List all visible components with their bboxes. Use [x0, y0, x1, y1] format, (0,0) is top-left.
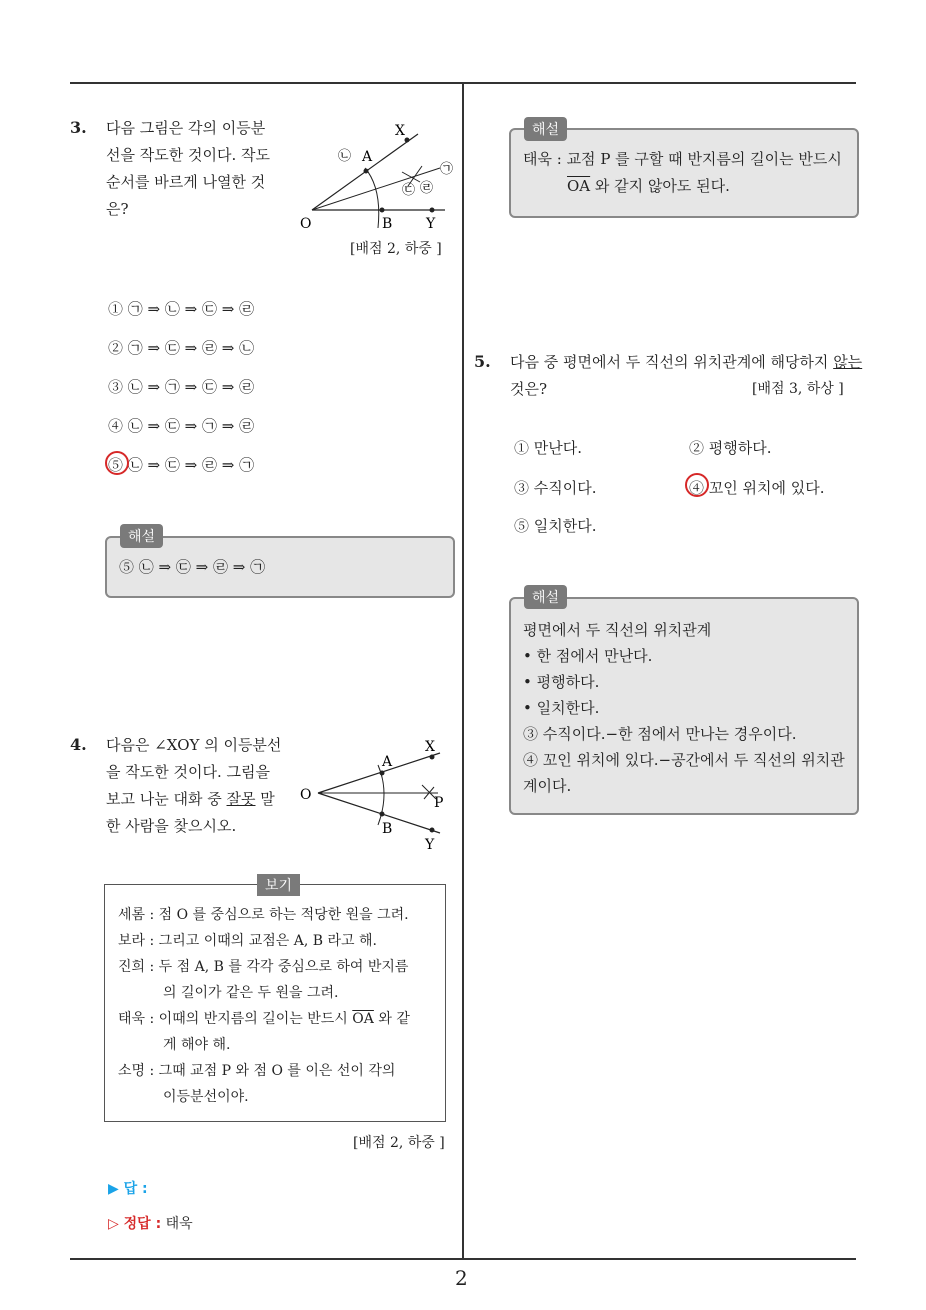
q3-explain-tag: 해설: [120, 524, 163, 548]
q4-text-line: 다음은 ∠XOY 의 이등분선: [106, 736, 282, 754]
q3-number: 3.: [70, 118, 87, 137]
q4-bogi-text: 이때의 반지름의 길이는 반드시: [158, 1011, 353, 1027]
q4-explain-box: [509, 128, 859, 218]
q4-explain-text: [523, 146, 842, 200]
q5-score: [배점 3, 하상 ]: [752, 381, 844, 397]
q4-bogi-text: 와 같: [373, 1011, 410, 1027]
q5-explain-line: • 평행하다.: [523, 673, 600, 691]
q3-choice-4[interactable]: ④ ㉡ ⇒ ㉢ ⇒ ㉠ ⇒ ㉣: [108, 417, 255, 435]
q3-figure: [290, 118, 460, 233]
q5-choice-4[interactable]: ④ 꼬인 위치에 있다.: [689, 479, 825, 497]
q5-number: 5.: [474, 352, 491, 371]
q4-text-underline: 잘못: [226, 790, 256, 808]
q3-choice-2[interactable]: ② ㉠ ⇒ ㉢ ⇒ ㉣ ⇒ ㉡: [108, 339, 255, 357]
q5-answer-mark: [685, 473, 709, 497]
q5-text-line: 다음 중 평면에서 두 직선의 위치관계에 해당하지: [510, 353, 834, 371]
q4-bogi-name: 보라 :: [118, 933, 155, 949]
q4-bogi-row: [118, 928, 377, 954]
q5-choice-1[interactable]: ① 만난다.: [514, 439, 583, 457]
q4-text-line-b: 말: [255, 790, 275, 808]
q3-fig-label-x: X: [395, 123, 405, 139]
q3-choice-3[interactable]: ③ ㉡ ⇒ ㉠ ⇒ ㉢ ⇒ ㉣: [108, 378, 255, 396]
q4-number: 4.: [70, 735, 87, 754]
q4-fig-label-x: X: [425, 739, 435, 755]
q4-correct-value: 태욱: [165, 1216, 193, 1232]
q4-answer-label: ▶ 답 :: [108, 1181, 148, 1197]
q4-bogi-tag: 보기: [257, 874, 300, 896]
q4-explain-line: 와 같지 않아도 된다.: [590, 177, 730, 195]
q3-fig-label-o: O: [300, 216, 312, 232]
q4-bogi-name: 소명 :: [118, 1063, 155, 1079]
q4-bogi-row: [118, 1058, 395, 1084]
q4-bogi-text-cont: 게 해야 해.: [163, 1037, 231, 1053]
q4-fig-label-b: B: [382, 821, 393, 837]
column-divider: [462, 83, 464, 1259]
q4-fig-label-a: A: [382, 754, 393, 770]
q4-explain-overline: $\overline{OA}$: [567, 177, 591, 195]
q3-explain-text: ⑤ ㉡ ⇒ ㉢ ⇒ ㉣ ⇒ ㉠: [119, 558, 266, 576]
q4-bogi-name: 진희 :: [118, 959, 155, 975]
q3-fig-mark-2: ㉡: [338, 149, 352, 164]
q4-bogi-name: 세롬 :: [118, 907, 155, 923]
q4-figure: [298, 735, 458, 855]
q4-bogi-row: [118, 902, 409, 928]
q5-choice-5[interactable]: ⑤ 일치한다.: [514, 517, 597, 535]
q3-choice-5[interactable]: ⑤ ㉡ ⇒ ㉢ ⇒ ㉣ ⇒ ㉠: [108, 456, 255, 474]
q4-text-line: 을 작도한 것이다. 그림을: [106, 763, 270, 781]
q4-bogi-text: 그때 교점 P 와 점 O 를 이은 선이 각의: [158, 1063, 396, 1079]
q4-fig-label-o: O: [300, 787, 312, 803]
q3-fig-label-a: A: [362, 149, 373, 165]
q4-bogi-row: [118, 1006, 410, 1032]
q4-fig-label-p: P: [434, 795, 444, 811]
q4-correct-label: ▷ 정답 :: [108, 1216, 162, 1232]
q4-score: [배점 2, 하중 ]: [353, 1135, 445, 1151]
q5-explain-line: • 한 점에서 만난다.: [523, 647, 653, 665]
q5-explain-box: [509, 597, 859, 815]
q4-bogi-text-cont: 의 길이가 같은 두 원을 그려.: [163, 985, 339, 1001]
q5-text-underline: 않는: [833, 353, 863, 371]
q3-text-line: 순서를 바르게 나열한 것: [106, 173, 266, 191]
q5-explain-line: ④ 꼬인 위치에 있다.−공간에서 두 직선의 위치관: [523, 751, 845, 769]
q3-choice-1[interactable]: ① ㉠ ⇒ ㉡ ⇒ ㉢ ⇒ ㉣: [108, 300, 255, 318]
q5-explain-tag: 해설: [524, 585, 567, 609]
q5-choice-2[interactable]: ② 평행하다.: [689, 439, 772, 457]
q3-fig-mark-4: ㉣: [420, 181, 434, 196]
page-number: 2: [455, 1266, 468, 1290]
q5-explain-line: • 일치한다.: [523, 699, 600, 717]
q5-explain-text: [523, 617, 845, 799]
q4-bogi-overline: $\overline{OA}$: [352, 1011, 374, 1027]
q5-choice-3[interactable]: ③ 수직이다.: [514, 479, 597, 497]
q3-fig-mark-3: ㉢: [402, 183, 416, 198]
q4-bogi-name: 태욱 :: [118, 1011, 155, 1027]
q3-fig-label-y: Y: [426, 216, 436, 232]
q4-explain-tag: 해설: [524, 117, 567, 141]
q3-fig-mark-1: ㉠: [440, 162, 454, 177]
q4-bogi-text-cont: 이등분선이야.: [163, 1089, 249, 1105]
q4-bogi-row: [118, 954, 408, 980]
q4-correct: [108, 1213, 193, 1233]
q3-fig-label-b: B: [382, 216, 393, 232]
q4-text-line: 한 사람을 찾으시오.: [106, 817, 237, 835]
q5-explain-line: ③ 수직이다.−한 점에서 만나는 경우이다.: [523, 725, 797, 743]
q4-fig-label-y: Y: [425, 837, 435, 853]
q4-bogi-text: 점 O 를 중심으로 하는 적당한 원을 그려.: [158, 907, 409, 923]
q3-score: [배점 2, 하중 ]: [350, 241, 442, 257]
q5-explain-line: 평면에서 두 직선의 위치관계: [523, 621, 712, 639]
q3-text-line: 선을 작도한 것이다. 작도: [106, 146, 270, 164]
q4-explain-line: 태욱 : 교점 P 를 구할 때 반지름의 길이는 반드시: [523, 150, 842, 168]
q3-text-line: 은?: [106, 200, 129, 218]
q4-bogi-text: 두 점 A, B 를 각각 중심으로 하여 반지름: [158, 959, 409, 975]
q4-text-line-a: 보고 나눈 대화 중: [106, 790, 227, 808]
q3-text-line: 다음 그림은 각의 이등분: [106, 119, 266, 137]
q4-bogi-text: 그리고 이때의 교점은 A, B 라고 해.: [158, 933, 377, 949]
q3-answer-mark: [105, 451, 129, 475]
q5-text-line: 것은?: [510, 380, 548, 398]
q5-explain-line: 계이다.: [523, 777, 572, 795]
